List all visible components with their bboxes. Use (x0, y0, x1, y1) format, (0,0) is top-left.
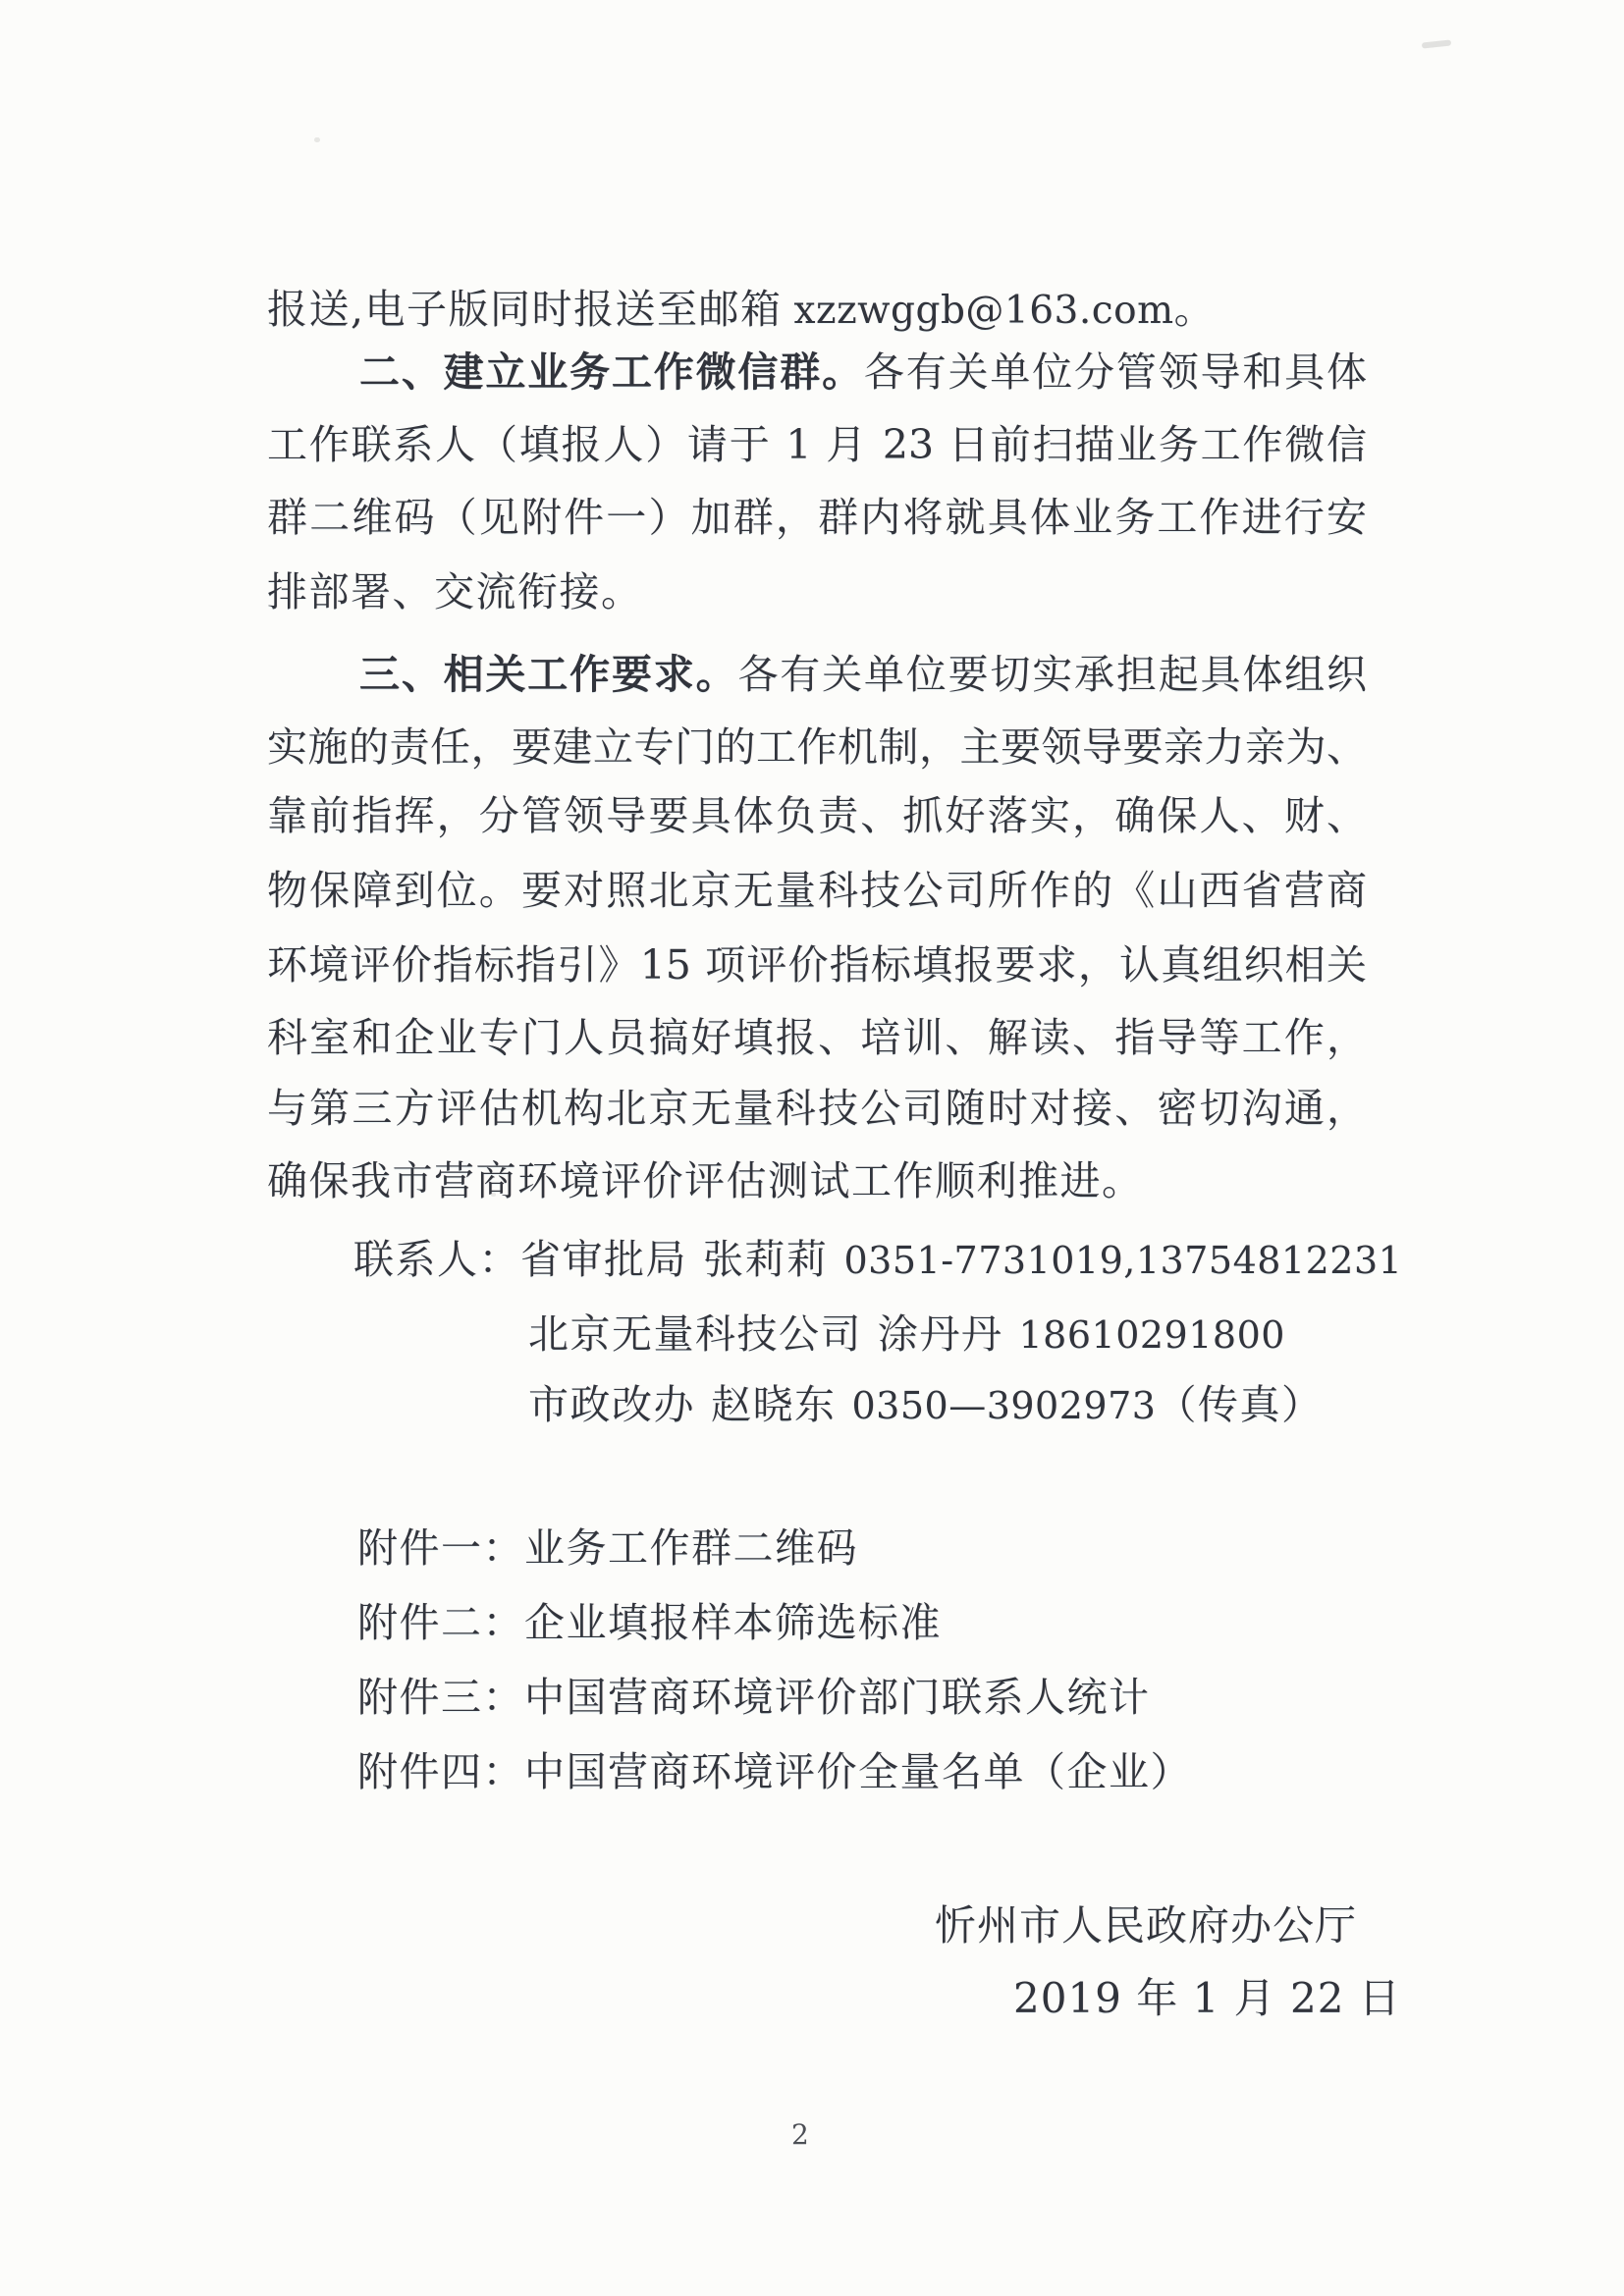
paragraph3-line1 (359, 652, 1367, 698)
paragraph3-line3: 靠前指挥，分管领导要具体负责、抓好落实，确保人、财、 (267, 792, 1367, 839)
email-address: xzzwggb@163.com (793, 289, 1174, 333)
paragraph3-line1-rest: 各有关单位要切实承担起具体组织 (737, 651, 1368, 698)
contact-person: 张莉莉 (703, 1236, 829, 1283)
paragraph1-text: 报送,电子版同时报送至邮箱 (267, 286, 783, 333)
paragraph1-line (267, 287, 1216, 334)
paragraph3-line8: 确保我市营商环境评价评估测试工作顺利推进。 (267, 1157, 1144, 1204)
page-number: 2 (791, 2118, 809, 2151)
paragraph2-heading: 二、建立业务工作微信群。 (359, 348, 864, 396)
contact-person: 赵晓东 (711, 1381, 837, 1428)
paragraph3-line2: 实施的责任，要建立专门的工作机制，主要领导要亲力亲为、 (267, 723, 1367, 771)
contacts-label: 联系人： (353, 1236, 520, 1283)
contact-org: 省审批局 (520, 1236, 687, 1283)
paragraph1-period: 。 (1173, 286, 1217, 333)
paragraph2-line4: 排部署、交流衔接。 (267, 568, 643, 615)
attachment-item-1: 附件一：业务工作群二维码 (357, 1524, 858, 1572)
contact-fax-note: （传真） (1156, 1381, 1324, 1428)
contact-row (528, 1382, 1323, 1428)
paragraph2-line3: 群二维码（见附件一）加群，群内将就具体业务工作进行安 (267, 494, 1367, 541)
contact-org: 市政改办 (528, 1381, 695, 1428)
paragraph3-line5: 环境评价指标指引》15 项评价指标填报要求，认真组织相关 (267, 941, 1367, 988)
paragraph3-line6: 科室和企业专门人员搞好填报、培训、解读、指导等工作， (267, 1014, 1367, 1061)
paragraph2-line1-rest: 各有关单位分管领导和具体 (863, 348, 1368, 396)
paragraph2-line1 (359, 349, 1367, 396)
contact-person: 涂丹丹 (878, 1310, 1003, 1358)
paragraph2-line2: 工作联系人（填报人）请于 1 月 23 日前扫描业务工作微信 (267, 421, 1367, 468)
paragraph3-heading: 三、相关工作要求。 (359, 651, 738, 698)
contact-org: 北京无量科技公司 (528, 1310, 862, 1358)
paragraph3-line7: 与第三方评估机构北京无量科技公司随时对接、密切沟通， (267, 1085, 1367, 1132)
contact-row (528, 1311, 1285, 1358)
scan-speck (314, 137, 320, 142)
contact-phone: 0351-7731019,13754812231 (843, 1239, 1403, 1282)
attachment-item-3: 附件三：中国营商环境评价部门联系人统计 (357, 1674, 1151, 1721)
contact-row (353, 1237, 1402, 1283)
contact-phone: 0350—3902973 (851, 1384, 1157, 1427)
signature-issuer: 忻州市人民政府办公厅 (935, 1901, 1358, 1949)
signature-date: 2019 年 1 月 22 日 (1013, 1974, 1401, 2022)
paragraph3-line4: 物保障到位。要对照北京无量科技公司所作的《山西省营商 (267, 867, 1367, 914)
attachment-item-2: 附件二：企业填报样本筛选标准 (357, 1599, 942, 1646)
attachment-item-4: 附件四：中国营商环境评价全量名单（企业） (357, 1748, 1192, 1795)
contact-phone: 18610291800 (1018, 1313, 1285, 1357)
scan-speck (1422, 39, 1451, 48)
